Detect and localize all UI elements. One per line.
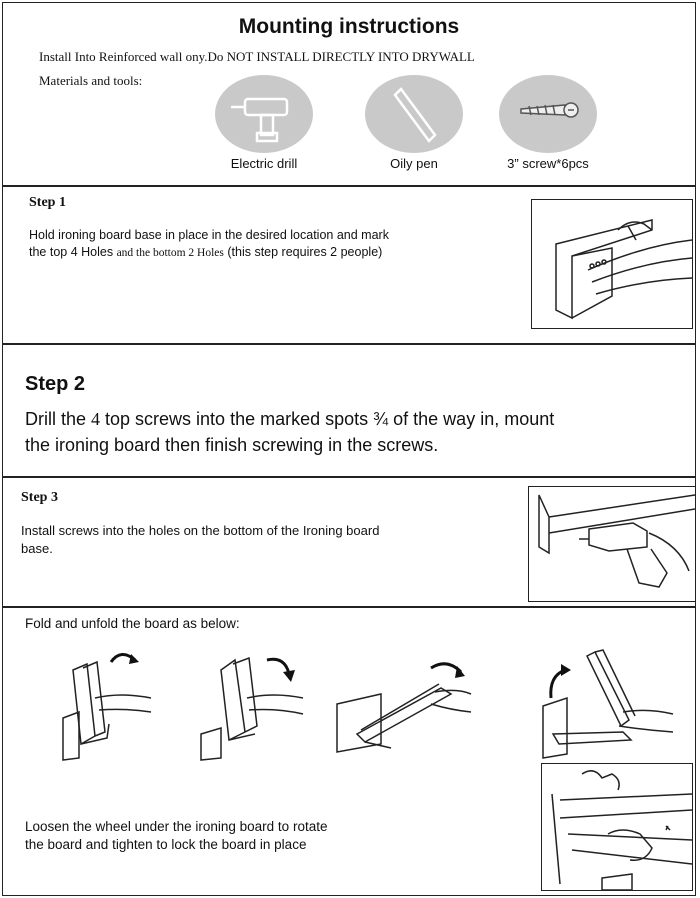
step3-text [21, 522, 521, 558]
fold-line1: Loosen the wheel under the ironing board to rotate [25, 819, 328, 834]
step1-illustration [531, 199, 693, 329]
fold-instructions-text [25, 818, 327, 854]
screw-icon [499, 75, 597, 153]
fold-section [2, 607, 696, 896]
tool-label-screw: 3” screw*6pcs [507, 156, 589, 171]
pen-icon [365, 75, 463, 153]
fold-illustration-1 [51, 640, 161, 764]
fold-heading: Fold and unfold the board as below: [25, 616, 240, 631]
step1-text-b3: and the bottom 2 Holes [116, 247, 224, 259]
step2-line1-b: 4 [91, 409, 101, 429]
fold-line2: the board and tighten to lock the board in place [25, 837, 307, 852]
tool-label-pen: Oily pen [390, 156, 438, 171]
step2-line1-a: Drill the [25, 409, 92, 429]
step2-section [2, 344, 696, 477]
step3-line2: base. [21, 541, 53, 556]
fold-illustration-3 [331, 648, 481, 768]
step1-text-b2: 4 Holes [70, 245, 117, 259]
step1-heading: Step 1 [29, 195, 66, 210]
page-title: Mounting instructions [238, 15, 460, 38]
step1-section [2, 186, 696, 344]
step2-heading: Step 2 [25, 373, 86, 395]
step3-illustration [528, 486, 696, 602]
step3-line1: Install screws into the holes on the bottom of the Ironing board [21, 523, 380, 538]
step1-line-b [29, 244, 509, 262]
drywall-warning: Install Into Reinforced wall ony.Do NOT INSTALL DIRECTLY INTO DRYWALL [39, 49, 475, 64]
fold-illustration-4 [523, 640, 683, 770]
step3-section [2, 477, 696, 607]
step1-line-a: Hold ironing board base in place in the desired location and mark [29, 228, 389, 242]
step1-text [29, 227, 509, 262]
fold-illustration-2 [193, 640, 313, 764]
step2-line1 [25, 409, 554, 430]
wheel-illustration [541, 763, 693, 891]
materials-label: Materials and tools: [39, 73, 143, 88]
tool-label-drill: Electric drill [230, 156, 298, 171]
step1-text-b1: the top [29, 245, 71, 259]
header-section [2, 2, 696, 186]
step2-line2: the ironing board then finish screwing in the screws. [25, 435, 439, 455]
step1-text-b4: (this step requires 2 people) [223, 245, 383, 259]
step2-line1-c: top screws into the marked spots ¾ of the way in, mount [100, 409, 555, 429]
drill-icon [215, 75, 313, 153]
step3-heading: Step 3 [21, 490, 58, 505]
